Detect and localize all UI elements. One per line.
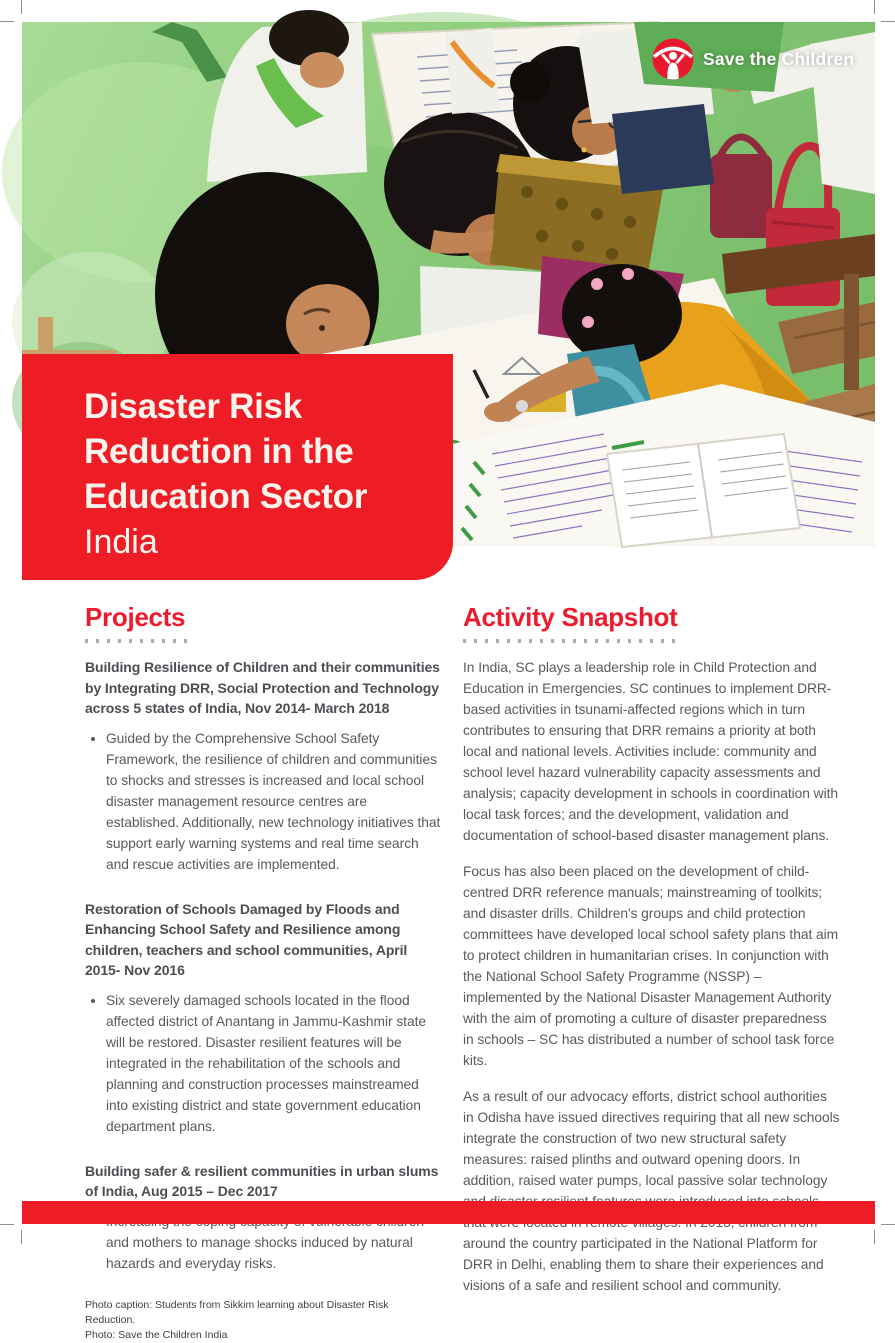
page-title: Disaster Risk Reduction in the Education Sector [84,387,368,516]
projects-heading: Projects [85,602,186,632]
activity-snapshot-column [463,602,840,1343]
crop-mark [0,1224,14,1225]
crop-mark [881,21,895,22]
photo-caption-line2: Photo: Save the Children India [85,1328,228,1341]
crop-mark [881,1224,895,1225]
dotted-divider [85,639,187,643]
project-bullet: • and mothers to manage shocks induced by natural hazards and everyday risks. [106,1211,441,1274]
project-bullet-list [87,990,441,1137]
body-columns [85,602,840,1343]
activity-paragraph: Focus has also been placed on the development of child-centred DRR reference manuals; mainstreaming of toolkits; and disaster drills. Children's groups and child protection committees have developed local school safety plans that aim to protect children in humanitarian crises. In conjunction with the National School Safety Programme (NSSP) – implemented by the National Disaster Management Authority with the aim of promoting a culture of disaster preparedness in schools – SC has distributed a number of school task force kits. [463,864,839,1068]
activity-paragraph: As a result of our advocacy efforts, district school authorities in Odisha have issued directives requiring that all new schools integrate the construction of two new structural safety measures: raised plinths and outward opening doors. In addition, raised water pumps, local passive solar technology around the country participated in the National Platform for DRR in Delhi, enabling them to share their experiences and visions of a safe and resilient school and community. [463,1089,840,1293]
save-the-children-logo [652,38,854,80]
page-subtitle: India [84,523,158,561]
crop-mark [0,21,14,22]
project-subheading: Building Resilience of Children and their communities by Integrating DRR, Social Protection and Technology across 5 states of India, Nov 2014- March 2018 [85,659,440,716]
logo-text: Save the Children [703,48,855,69]
project-subheading: Building safer & resilient communities in urban slums of India, Aug 2015 – Dec 2017 [85,1162,439,1199]
save-the-children-logo-icon [652,38,694,80]
dotted-divider [463,639,677,643]
crop-mark [21,0,22,14]
activity-snapshot-heading: Activity Snapshot [463,602,678,632]
activity-paragraph: In India, SC plays a leadership role in Child Protection and Education in Emergencies. SC continues to implement DRR-based activities in tsunami-affected regions which in turn contributes to ensuring that DRR remains a priority at both local and national levels. Activities include: community and school level hazard vulnerability capacity assessments and analysis; capacity development in schools in coordination with local task forces; and the development, validation and documentation of school-based disaster management plans. [463,660,838,843]
photo-caption [85,1298,441,1343]
crop-mark [21,1230,22,1244]
crop-mark [874,0,875,14]
crop-mark [874,1230,875,1244]
project-subheading: Restoration of Schools Damaged by Floods and Enhancing School Safety and Resilience among children, teachers and school communities, April 2015- Nov 2016 [85,900,408,978]
title-block [22,354,453,580]
project-bullet-list [87,728,441,875]
photo-caption-line1: Photo caption: Students from Sikkim learning about Disaster Risk Reduction. [85,1298,389,1326]
project-bullet: • Six severely damaged schools located in the flood affected district of Anantang in Jammu-Kashmir state will be restored. Disaster resilient features will be integrated in the rehabilitation of the schools and planning and construction processes mainstreamed into existing district and state government education department plans. [106,990,441,1137]
projects-column [85,602,441,1343]
footer-red-bar [22,1201,875,1224]
project-bullet: • Guided by the Comprehensive School Safety Framework, the resilience of children and communities to shocks and stresses is increased and local school disaster management resource centres are established. Additionally, new technology initiatives that support early warning systems and real time search and rescue activities are implemented. [106,728,441,875]
